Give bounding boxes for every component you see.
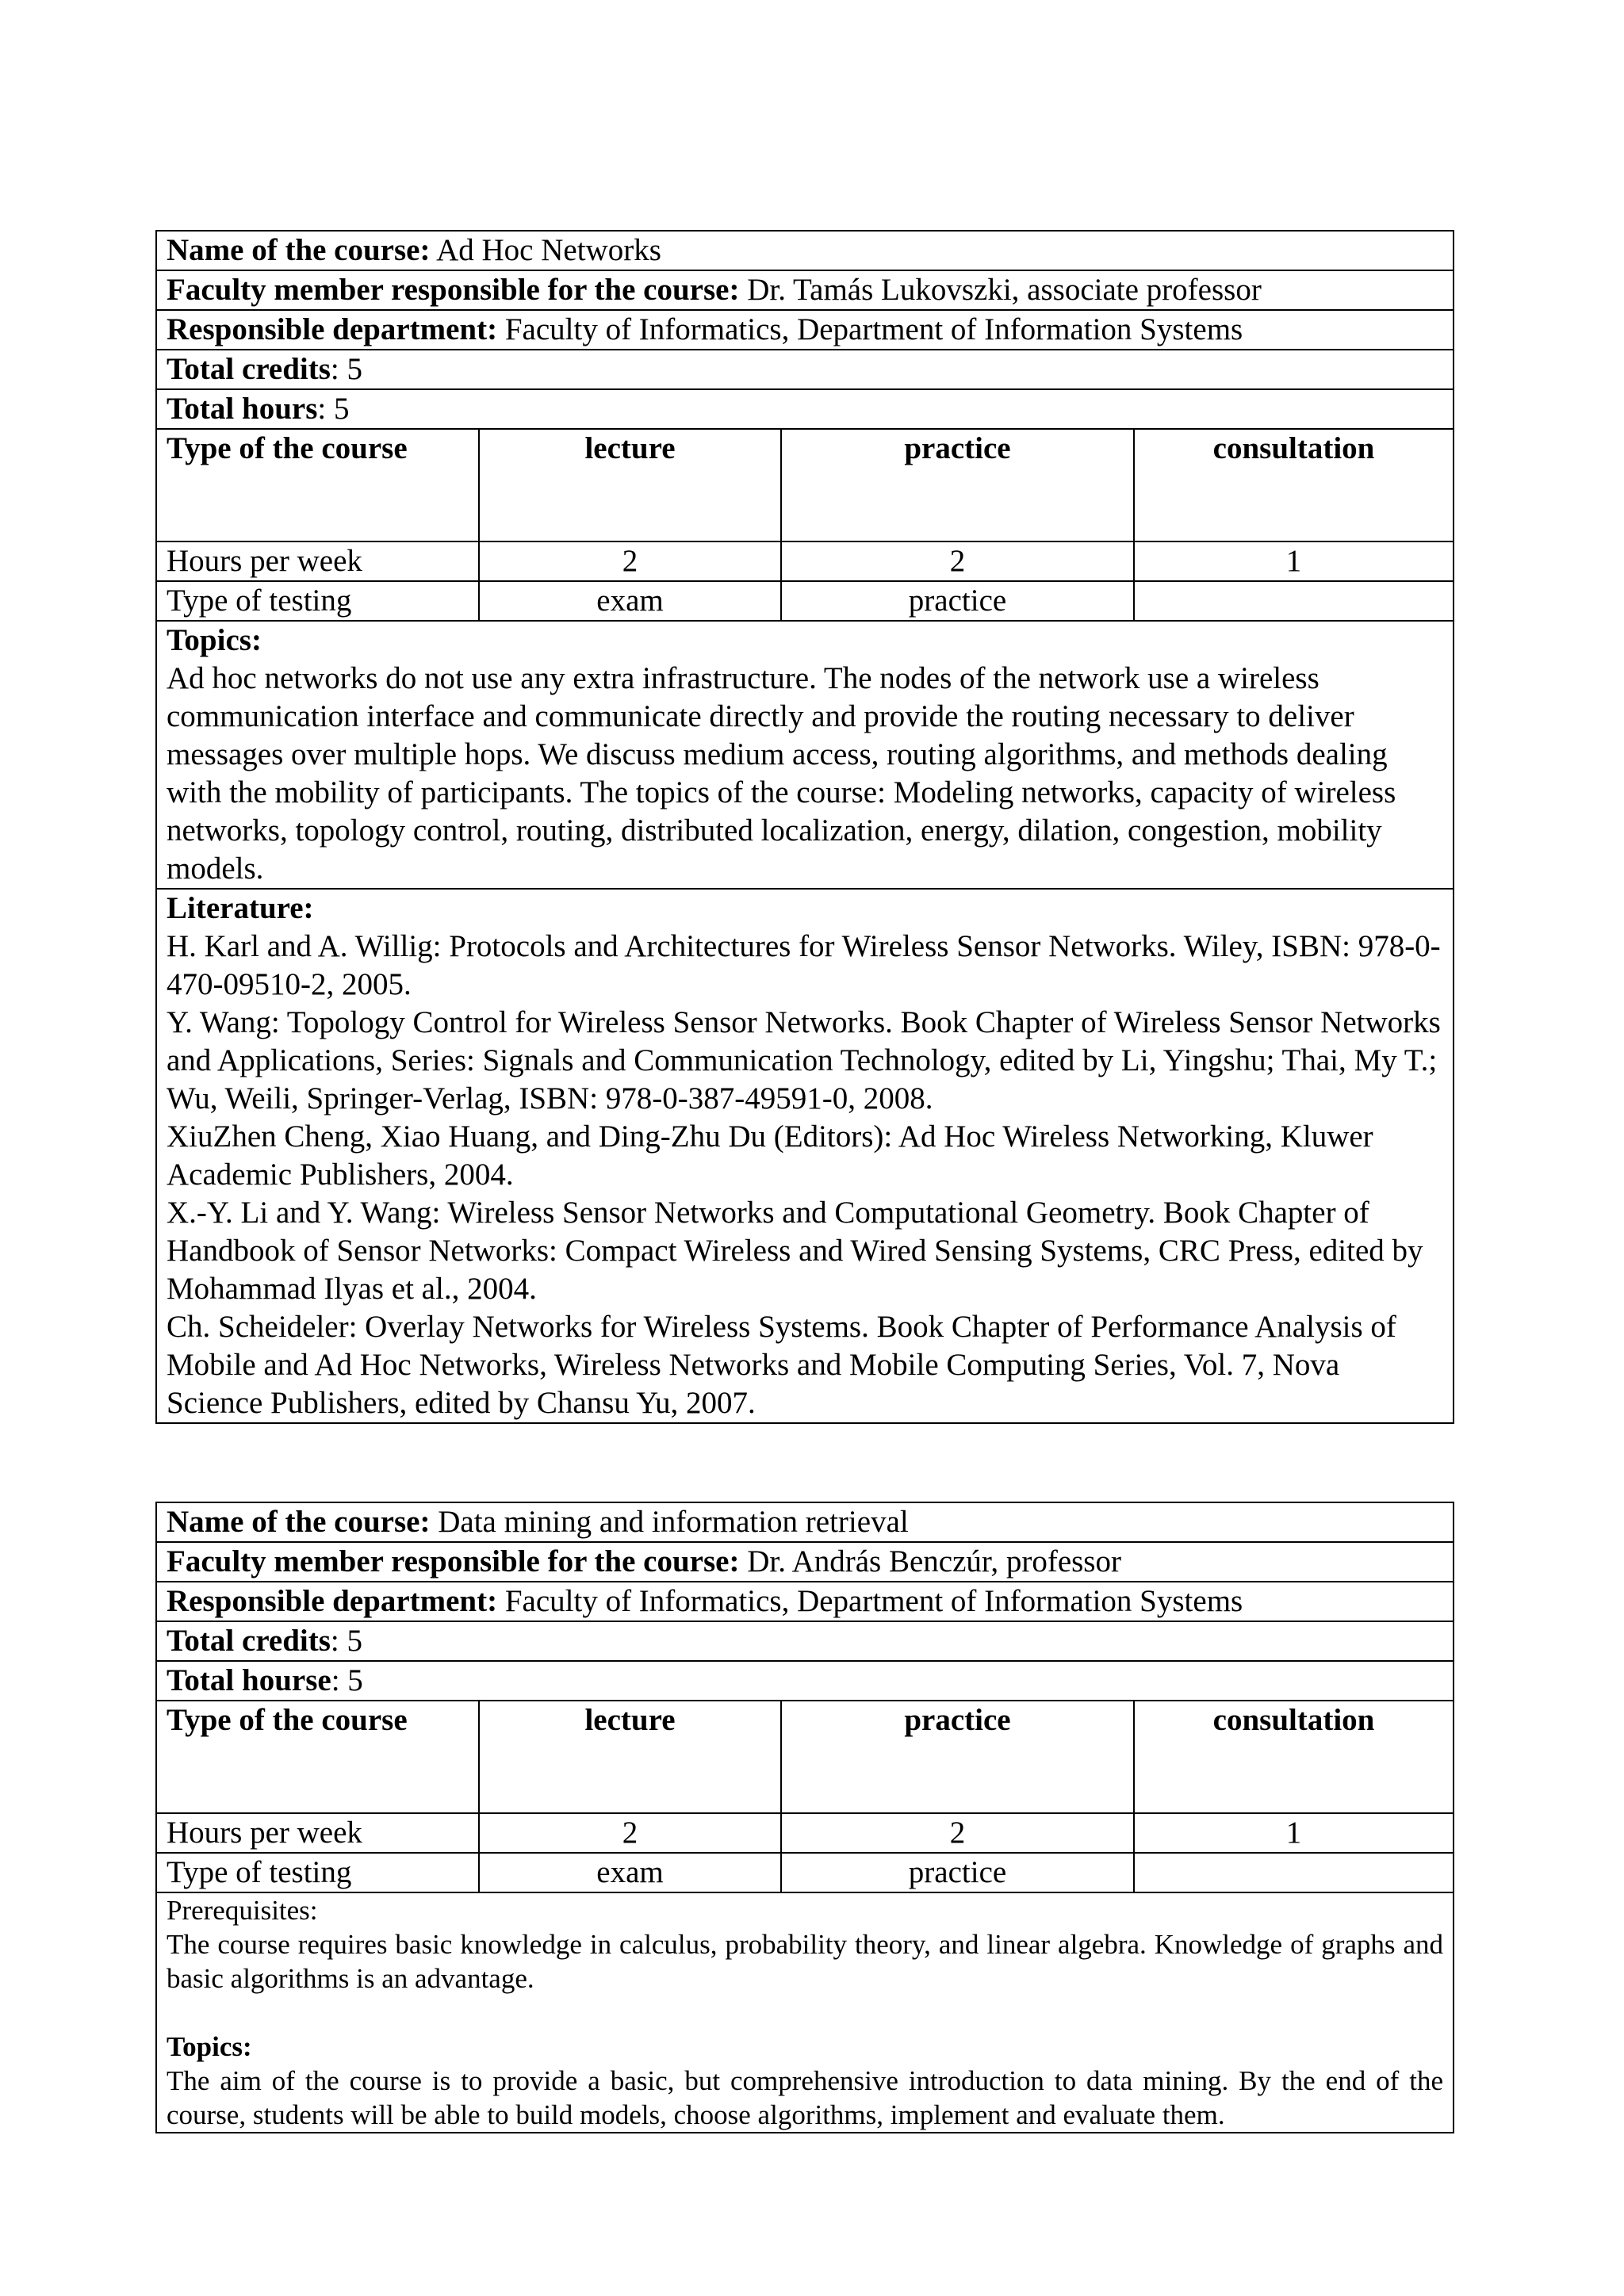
topics-heading: Topics: bbox=[167, 2031, 252, 2062]
hours-per-week-row bbox=[156, 1813, 1454, 1853]
type-of-testing-row bbox=[156, 1853, 1454, 1892]
department-row bbox=[156, 1582, 1454, 1621]
faculty-row bbox=[156, 1542, 1454, 1582]
topics-heading: Topics: bbox=[167, 623, 262, 657]
lecture-hours: 2 bbox=[479, 1813, 781, 1853]
consultation-hours: 1 bbox=[1134, 1813, 1454, 1853]
hours-per-week-label: Hours per week bbox=[156, 541, 479, 581]
lecture-testing: exam bbox=[479, 581, 781, 621]
type-of-testing-label: Type of testing bbox=[156, 1853, 479, 1892]
literature-item: X.-Y. Li and Y. Wang: Wireless Sensor Networks and Computational Geometry. Book Chapter of Handbook of Sensor Networks: Compact Wireless and Wired Sensing Systems, CRC Press, edited by Mohammad Ilyas et al., 2004. bbox=[167, 1196, 1423, 1306]
course-type-header-row bbox=[156, 429, 1454, 541]
type-of-course-header: Type of the course bbox=[156, 1701, 479, 1813]
hours-per-week-label: Hours per week bbox=[156, 1813, 479, 1853]
faculty-row bbox=[156, 270, 1454, 310]
course-table-data-mining bbox=[155, 1502, 1454, 2133]
consultation-header: consultation bbox=[1134, 1701, 1454, 1813]
faculty-member: Dr. András Benczúr, professor bbox=[747, 1544, 1121, 1578]
hours-row bbox=[156, 389, 1454, 429]
credits-value: : 5 bbox=[330, 352, 363, 386]
course-name-row bbox=[156, 231, 1454, 270]
faculty-label: Faculty member responsible for the course: bbox=[167, 1544, 740, 1578]
hours-label: Total hours bbox=[167, 392, 318, 426]
practice-testing: practice bbox=[781, 1853, 1134, 1892]
hours-per-week-row bbox=[156, 541, 1454, 581]
literature-item: H. Karl and A. Willig: Protocols and Architectures for Wireless Sensor Networks. Wiley, ISBN: 978-0-470-09510-2, 2005. bbox=[167, 929, 1441, 1001]
literature-item: Ch. Scheideler: Overlay Networks for Wireless Systems. Book Chapter of Performance Analysis of Mobile and Ad Hoc Networks, Wireless Networks and Mobile Computing Series, Vol. 7, Nova Science Publishers, edited by Chansu Yu, 2007. bbox=[167, 1310, 1396, 1420]
practice-hours: 2 bbox=[781, 1813, 1134, 1853]
practice-testing: practice bbox=[781, 581, 1134, 621]
faculty-label: Faculty member responsible for the course: bbox=[167, 273, 740, 307]
topics-text: The aim of the course is to provide a basic, but comprehensive introduction to data mining. By the end of the course, students will be able to build models, choose algorithms, implement and evaluate them. bbox=[167, 2065, 1444, 2130]
hours-row bbox=[156, 1661, 1454, 1701]
department: Faculty of Informatics, Department of Information Systems bbox=[504, 1584, 1243, 1618]
course-name-label: Name of the course: bbox=[167, 1505, 431, 1539]
course-name: Ad Hoc Networks bbox=[436, 233, 661, 267]
credits-label: Total credits bbox=[167, 1624, 331, 1658]
paragraph-spacer bbox=[167, 1996, 1443, 2030]
course-name: Data mining and information retrieval bbox=[438, 1505, 909, 1539]
topics-text: Ad hoc networks do not use any extra infrastructure. The nodes of the network use a wireless communication interface and communicate directly and provide the routing necessary to deliver messages over multiple hops. We discuss medium access, routing algorithms, and methods dealing with the mobility of participants. The topics of the course: Modeling networks, capacity of wireless networks, topology control, routing, distributed localization, energy, dilation, congestion, mobility models. bbox=[167, 661, 1396, 886]
practice-hours: 2 bbox=[781, 541, 1134, 581]
practice-header: practice bbox=[781, 429, 1134, 541]
literature-item: Y. Wang: Topology Control for Wireless Sensor Networks. Book Chapter of Wireless Sensor Networks and Applications, Series: Signals and Communication Technology, edited by Li, Yingshu; Thai, My T.; Wu, Weili, Springer-Verlag, ISBN: 978-0-387-49591-0, 2008. bbox=[167, 1005, 1441, 1115]
hours-label: Total hourse bbox=[167, 1663, 331, 1697]
department-row bbox=[156, 310, 1454, 350]
credits-row bbox=[156, 350, 1454, 389]
consultation-hours: 1 bbox=[1134, 541, 1454, 581]
course-table-ad-hoc-networks bbox=[155, 230, 1454, 1424]
faculty-member: Dr. Tamás Lukovszki, associate professor bbox=[747, 273, 1262, 307]
practice-header: practice bbox=[781, 1701, 1134, 1813]
credits-row bbox=[156, 1621, 1454, 1661]
prerequisites-heading: Prerequisites: bbox=[167, 1895, 318, 1926]
credits-label: Total credits bbox=[167, 352, 331, 386]
type-of-testing-label: Type of testing bbox=[156, 581, 479, 621]
literature-item: XiuZhen Cheng, Xiao Huang, and Ding-Zhu Du (Editors): Ad Hoc Wireless Networking, Kluwer Academic Publishers, 2004. bbox=[167, 1119, 1373, 1192]
topics-row bbox=[156, 621, 1454, 889]
type-of-testing-row bbox=[156, 581, 1454, 621]
lecture-header: lecture bbox=[479, 1701, 781, 1813]
lecture-hours: 2 bbox=[479, 541, 781, 581]
course-name-label: Name of the course: bbox=[167, 233, 431, 267]
course-type-header-row bbox=[156, 1701, 1454, 1813]
department-label: Responsible department: bbox=[167, 1584, 498, 1618]
consultation-header: consultation bbox=[1134, 429, 1454, 541]
lecture-header: lecture bbox=[479, 429, 781, 541]
prerequisites-text: The course requires basic knowledge in calculus, probability theory, and linear algebra. Knowledge of graphs and basic algorithms is an advantage. bbox=[167, 1929, 1444, 1994]
credits-value: : 5 bbox=[330, 1624, 363, 1658]
department: Faculty of Informatics, Department of Information Systems bbox=[504, 312, 1243, 346]
consultation-testing bbox=[1134, 1853, 1454, 1892]
lecture-testing: exam bbox=[479, 1853, 781, 1892]
prerequisites-topics-row bbox=[156, 1892, 1454, 2133]
type-of-course-header: Type of the course bbox=[156, 429, 479, 541]
hours-value: : 5 bbox=[331, 1663, 363, 1697]
course-name-row bbox=[156, 1502, 1454, 1542]
literature-row bbox=[156, 889, 1454, 1423]
hours-value: : 5 bbox=[317, 392, 350, 426]
consultation-testing bbox=[1134, 581, 1454, 621]
literature-heading: Literature: bbox=[167, 891, 314, 925]
department-label: Responsible department: bbox=[167, 312, 498, 346]
